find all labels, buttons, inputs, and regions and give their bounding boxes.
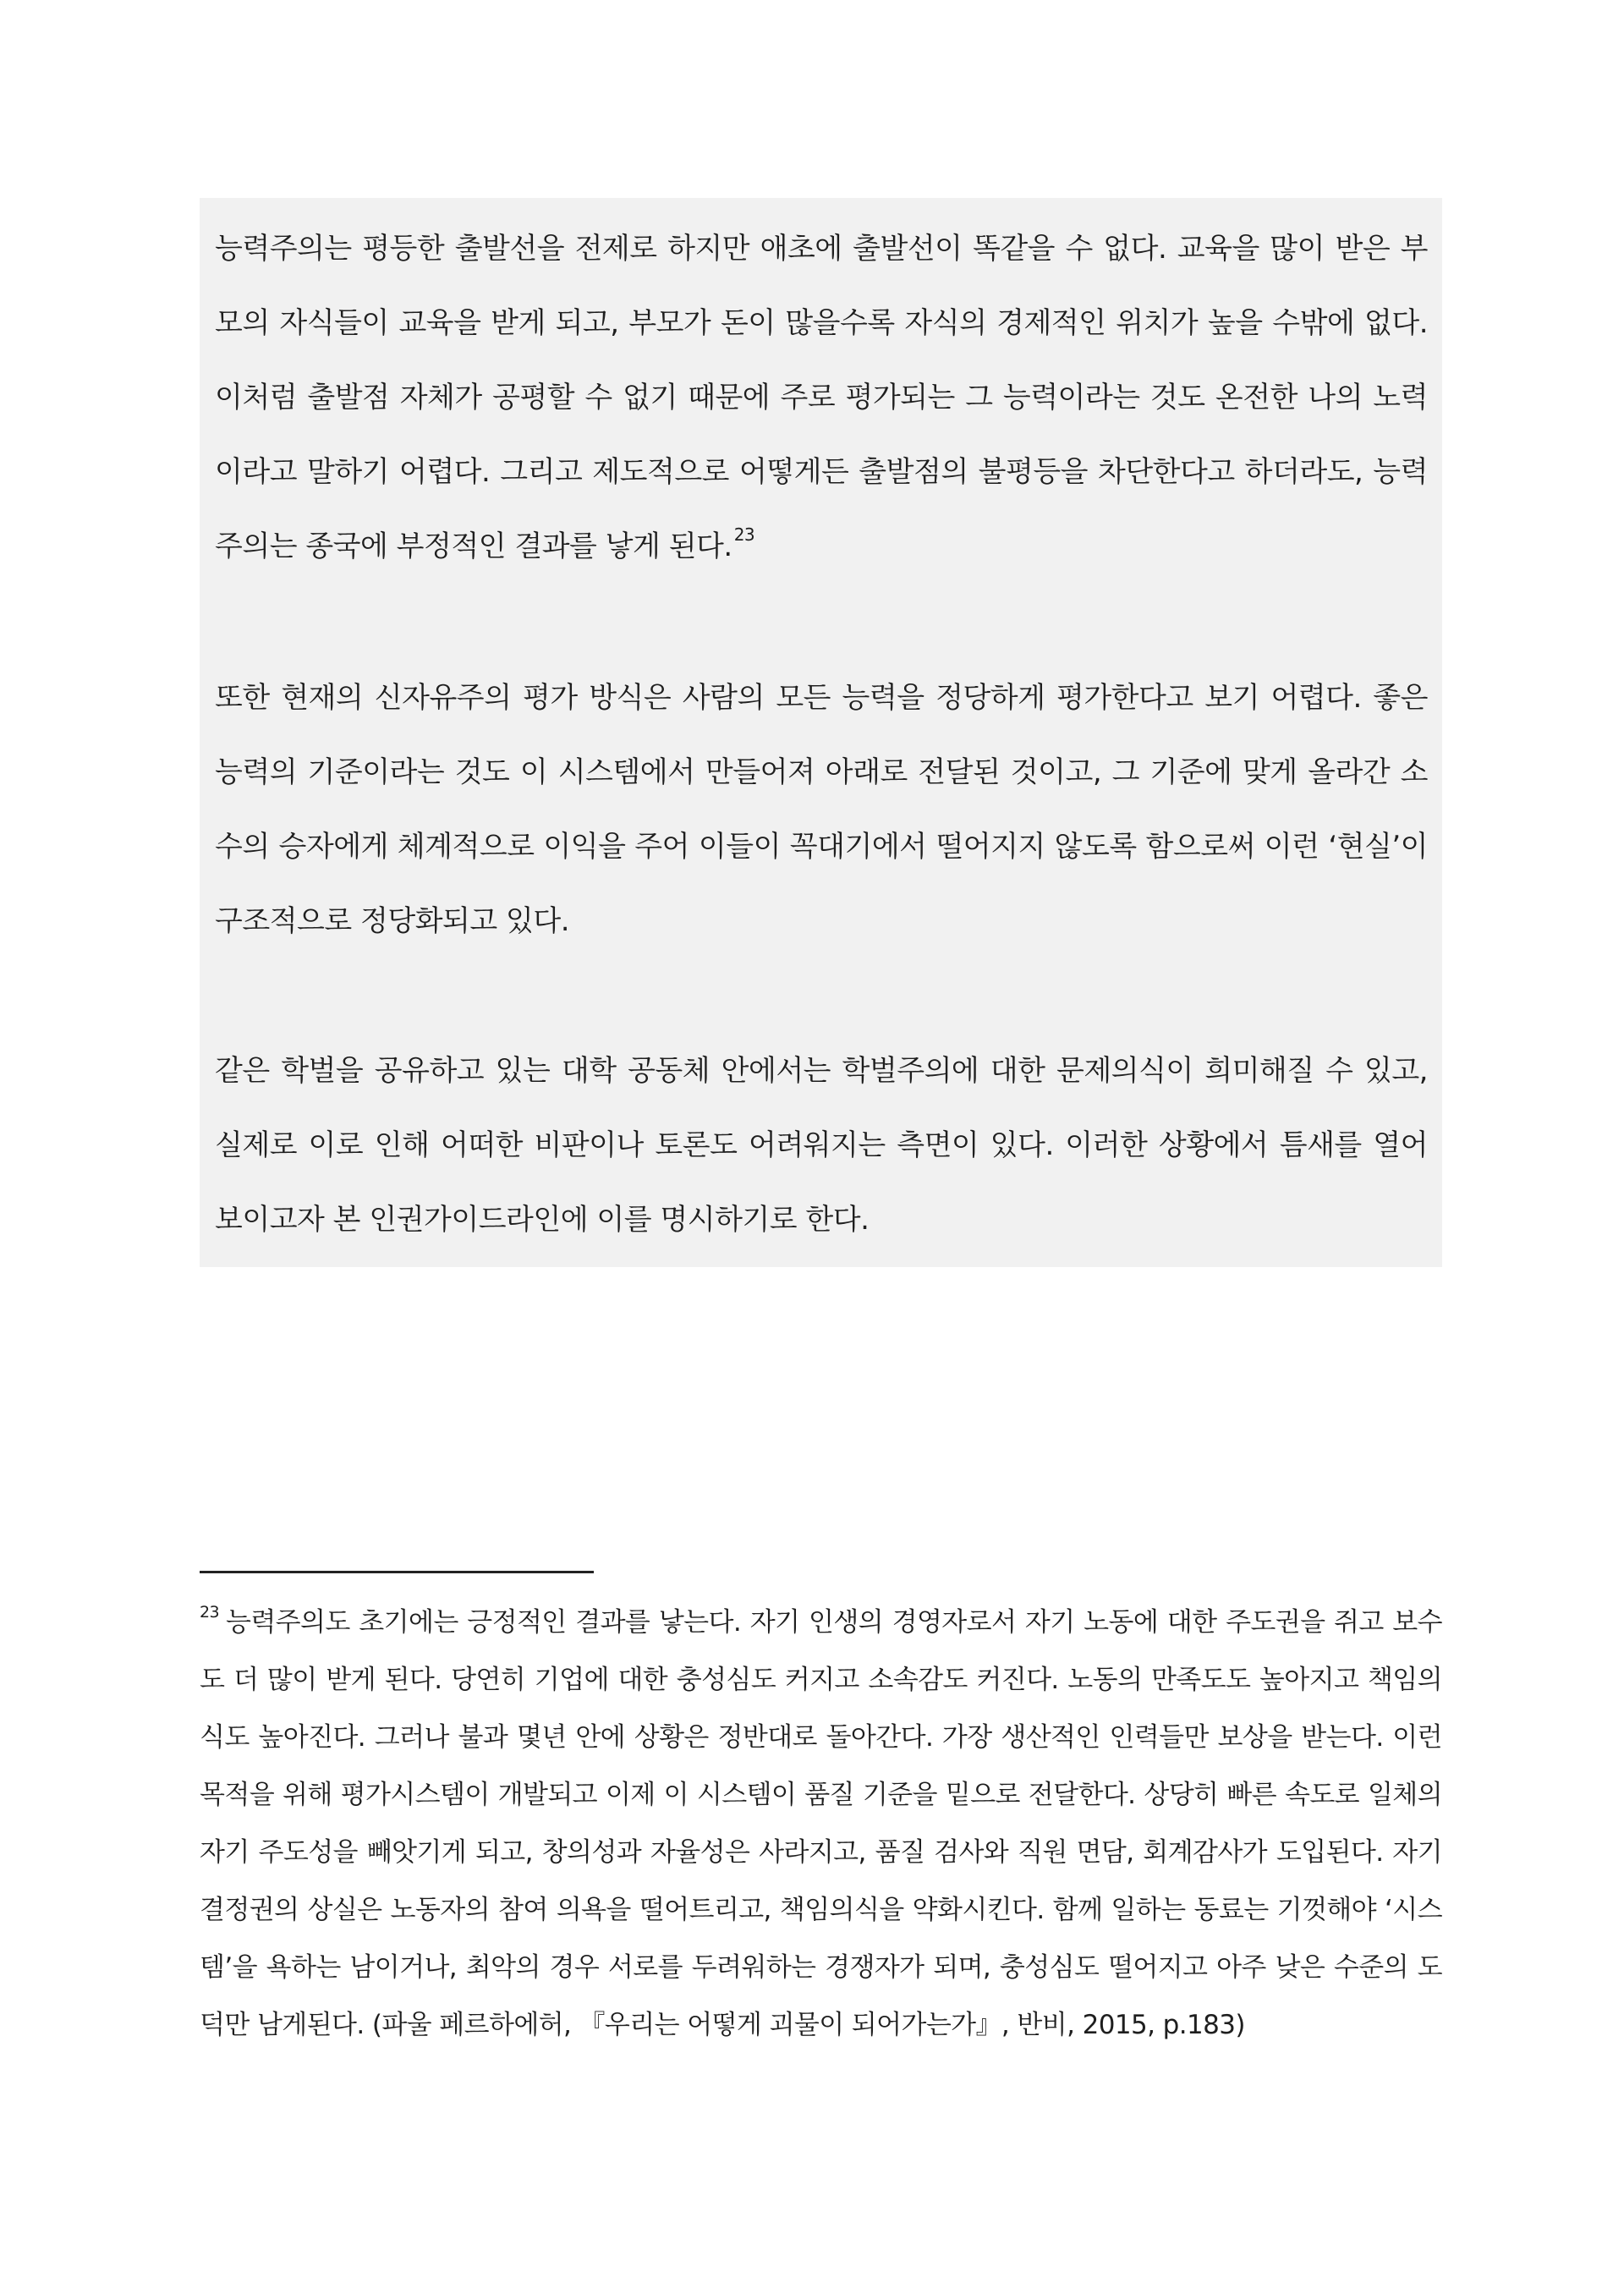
footnote-number: 23 xyxy=(200,1603,219,1622)
footnote-text: 능력주의도 초기에는 긍정적인 결과를 낳는다. 자기 인생의 경영자로서 자기 노동에 대한 주도권을 쥐고 보수도 더 많이 받게 된다. 당연히 기업에 대한 충성심도 커지고 소속감도 커진다. 노동의 만족도도 높아지고 책임의식도 높아진다. 그러나 불과 몇년 안에 상황은 정반대로 돌아간다. 가장 생산적인 인력들만 보상을 받는다. 이런 목적을 위해 평가시스템이 개발되고 이제 이 시스템이 품질 기준을 밑으로 전달한다. 상당히 빠른 속도로 일체의 자기 주도성을 빼앗기게 되고, 창의성과 자율성은 사라지고, 품질 검사와 직원 면담, 회계감사가 도입된다. 자기결정권의 상실은 노동자의 참여 의욕을 떨어트리고, 책임의식을 약화시킨다. 함께 일하는 동료는 기껏해야 ‘시스템’을 욕하는 남이거나, 최악의 경우 서로를 두려워하는 경쟁자가 되며, 충성심도 떨어지고 아주 낮은 수준의 도덕만 남게된다. (파울 페르하에허, 『우리는 어떻게 괴물이 되어가는가』, 반비, 2015, p.183) xyxy=(200,1607,1442,2040)
body-paragraph-1 xyxy=(215,211,1428,584)
paragraph-text: 같은 학벌을 공유하고 있는 대학 공동체 안에서는 학벌주의에 대한 문제의식이 희미해질 수 있고, 실제로 이로 인해 어떠한 비판이나 토론도 어려워지는 측면이 있다. 이러한 상황에서 틈새를 열어 보이고자 본 인권가이드라인에 이를 명시하기로 한다. xyxy=(215,1054,1428,1237)
body-paragraph-3 xyxy=(215,1034,1428,1257)
body-paragraph-2 xyxy=(215,661,1428,958)
paragraph-text: 또한 현재의 신자유주의 평가 방식은 사람의 모든 능력을 정당하게 평가한다고 보기 어렵다. 좋은 능력의 기준이라는 것도 이 시스템에서 만들어져 아래로 전달된 것이고, 그 기준에 맞게 올라간 소수의 승자에게 체계적으로 이익을 주어 이들이 꼭대기에서 떨어지지 않도록 함으로써 이런 ‘현실’이 구조적으로 정당화되고 있다. xyxy=(215,681,1428,938)
paragraph-text: 능력주의는 평등한 출발선을 전제로 하지만 애초에 출발선이 똑같을 수 없다. 교육을 많이 받은 부모의 자식들이 교육을 받게 되고, 부모가 돈이 많을수록 자식의 경제적인 위치가 높을 수밖에 없다. 이처럼 출발점 자체가 공평할 수 없기 때문에 주로 평가되는 그 능력이라는 것도 온전한 나의 노력이라고 말하기 어렵다. 그리고 제도적으로 어떻게든 출발점의 불평등을 차단한다고 하더라도, 능력주의는 종국에 부정적인 결과를 낳게 된다. xyxy=(215,232,1428,563)
footnote xyxy=(200,1594,1442,2054)
footnote-separator xyxy=(200,1571,594,1573)
footnote-reference[interactable]: 23 xyxy=(733,524,755,545)
